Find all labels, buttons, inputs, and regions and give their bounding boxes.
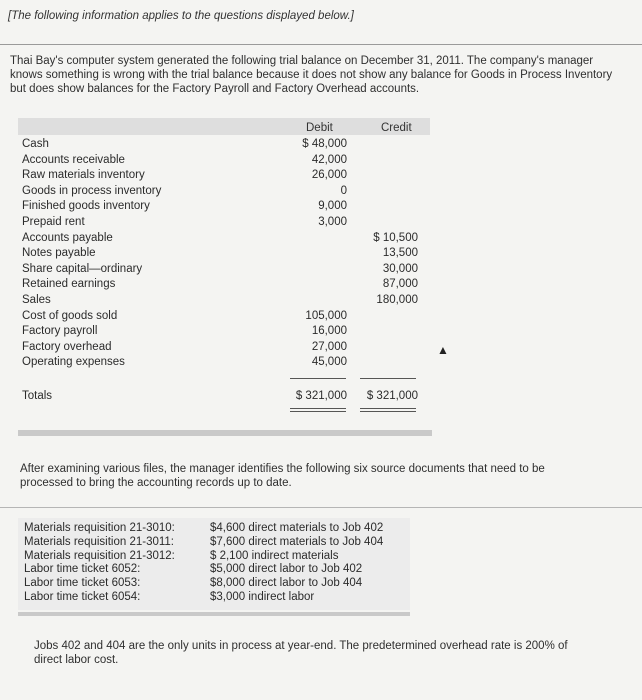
table-footer-band [18,430,432,436]
account-name: Prepaid rent [22,216,85,228]
totals-label: Totals [22,390,53,402]
credit-amount: $ 10,500 [373,231,418,244]
account-name: Sales [22,294,51,306]
header-note: [The following information applies to the questions displayed below.] [8,10,354,22]
account-name: Finished goods inventory [22,200,150,213]
source-doc-label: Labor time ticket 6054: [24,591,141,603]
account-name: Factory payroll [22,325,98,338]
account-name: Raw materials inventory [22,169,145,182]
source-doc-description: $7,600 direct materials to Job 404 [210,535,384,548]
account-name: Notes payable [22,247,96,260]
credit-double-rule-1 [360,408,416,409]
examine-paragraph: After examining various files, the manager identifies the following six source documents that need to be processed to bring the accounting records up to date. [20,463,545,489]
debit-amount: 16,000 [311,325,347,338]
source-table-footer-band [18,612,410,616]
account-name: Accounts receivable [22,153,125,166]
account-name: Factory overhead [22,340,112,353]
debit-amount: 27,000 [311,340,347,353]
source-doc-description: $ 2,100 indirect materials [210,549,339,562]
credit-amount: 180,000 [376,294,418,306]
account-name: Retained earnings [22,278,116,291]
total-credit: $ 321,000 [366,390,418,402]
intro-paragraph: Thai Bay's computer system generated the following trial balance on December 31, 2011. The company's manager knows something is wrong with the trial balance because it does not show any balance for Goods in Process Inventory but does show balances for the Factory Payroll and Factory Overhead accounts. [10,55,613,95]
debit-amount: $ 48,000 [302,138,347,150]
debit-double-rule-1 [290,408,346,409]
source-doc-label: Labor time ticket 6053: [24,577,141,590]
account-name: Accounts payable [22,231,113,244]
debit-double-rule-2 [290,411,346,412]
account-name: Operating expenses [22,356,125,369]
debit-amount: 42,000 [311,153,347,166]
source-doc-label: Materials requisition 21-3011: [24,535,175,548]
account-name: Share capital—ordinary [22,262,143,275]
source-doc-description: $3,000 indirect labor [210,591,315,603]
debit-amount: 26,000 [311,169,347,182]
closing-paragraph: Jobs 402 and 404 are the only units in process at year-end. The predetermined overhead rate is 200% of direct labor cost. [34,640,568,666]
source-doc-description: $5,000 direct labor to Job 402 [210,563,363,576]
credit-amount: 30,000 [382,262,418,275]
trial-balance-header-bar [18,118,430,135]
debit-total-rule [290,378,346,379]
source-doc-label: Materials requisition 21-3010: [24,522,175,534]
header-divider [0,44,642,45]
credit-amount: 13,500 [382,247,418,260]
debit-amount: 0 [340,184,347,197]
account-name: Goods in process inventory [22,184,162,197]
debit-amount: 45,000 [311,356,347,369]
source-doc-description: $8,000 direct labor to Job 404 [210,577,363,590]
debit-amount: 105,000 [305,309,347,322]
debit-header: Debit [306,122,333,134]
cursor-arrow-icon: ▲ [437,343,449,357]
account-name: Cost of goods sold [22,309,118,322]
source-doc-label: Labor time ticket 6052: [24,563,141,576]
source-doc-description: $4,600 direct materials to Job 402 [210,522,384,534]
debit-amount: 3,000 [318,216,347,228]
credit-header: Credit [381,122,412,134]
account-name: Cash [22,138,49,150]
total-debit: $ 321,000 [295,390,347,402]
source-doc-label: Materials requisition 21-3012: [24,549,175,562]
credit-amount: 87,000 [382,278,418,291]
credit-double-rule-2 [360,411,416,412]
section-divider [0,507,642,508]
credit-total-rule [360,378,416,379]
debit-amount: 9,000 [318,200,347,213]
